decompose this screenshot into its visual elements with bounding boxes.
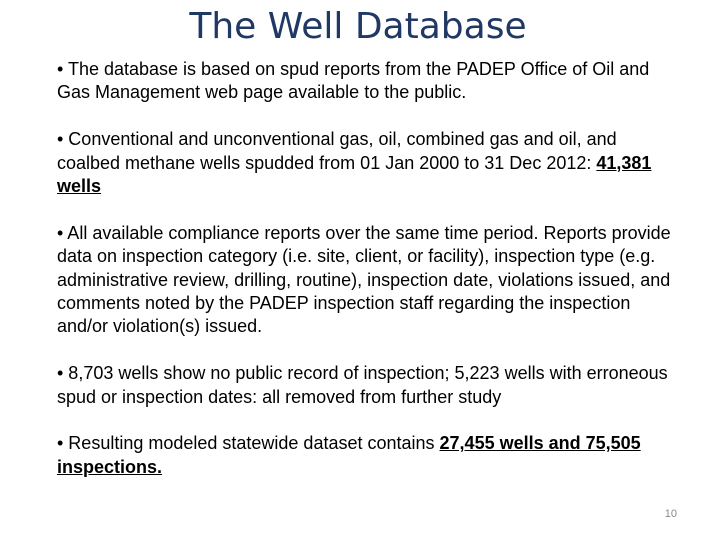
- bullet-compliance-reports: [57, 222, 672, 339]
- bullet-list: [57, 58, 672, 503]
- page-number: 10: [664, 508, 677, 520]
- bullet-text: • Resulting modeled statewide dataset contains: [57, 433, 440, 454]
- bullet-well-types: [57, 128, 672, 198]
- bullet-resulting-dataset: [57, 432, 672, 479]
- bullet-text: • Conventional and unconventional gas, oil, combined gas and oil, and coalbed methane wells spudded from 01 Jan 2000 to 31 Dec 2012:: [57, 129, 617, 173]
- slide-title: The Well Database: [189, 6, 527, 47]
- bullet-text: • 8,703 wells show no public record of inspection; 5,223 wells with erroneous spud or inspection dates: all removed from further study: [57, 363, 668, 407]
- well-count-emphasis: 41,381 wells: [57, 152, 652, 197]
- dataset-size-emphasis: 27,455 wells and 75,505 inspections.: [57, 433, 641, 477]
- bullet-text: • The database is based on spud reports from the PADEP Office of Oil and Gas Management web page available to the public.: [57, 59, 650, 103]
- bullet-text: • All available compliance reports over the same time period. Reports provide data on inspection category (i.e. site, client, or facility), inspection type (e.g. administrative review, drilling, routine), inspection date, violations issued, and comments noted by the PADEP inspection staff regarding the inspection and/or violation(s) issued.: [57, 222, 671, 337]
- bullet-removed-wells: [57, 362, 672, 409]
- bullet-data-source: [57, 58, 672, 105]
